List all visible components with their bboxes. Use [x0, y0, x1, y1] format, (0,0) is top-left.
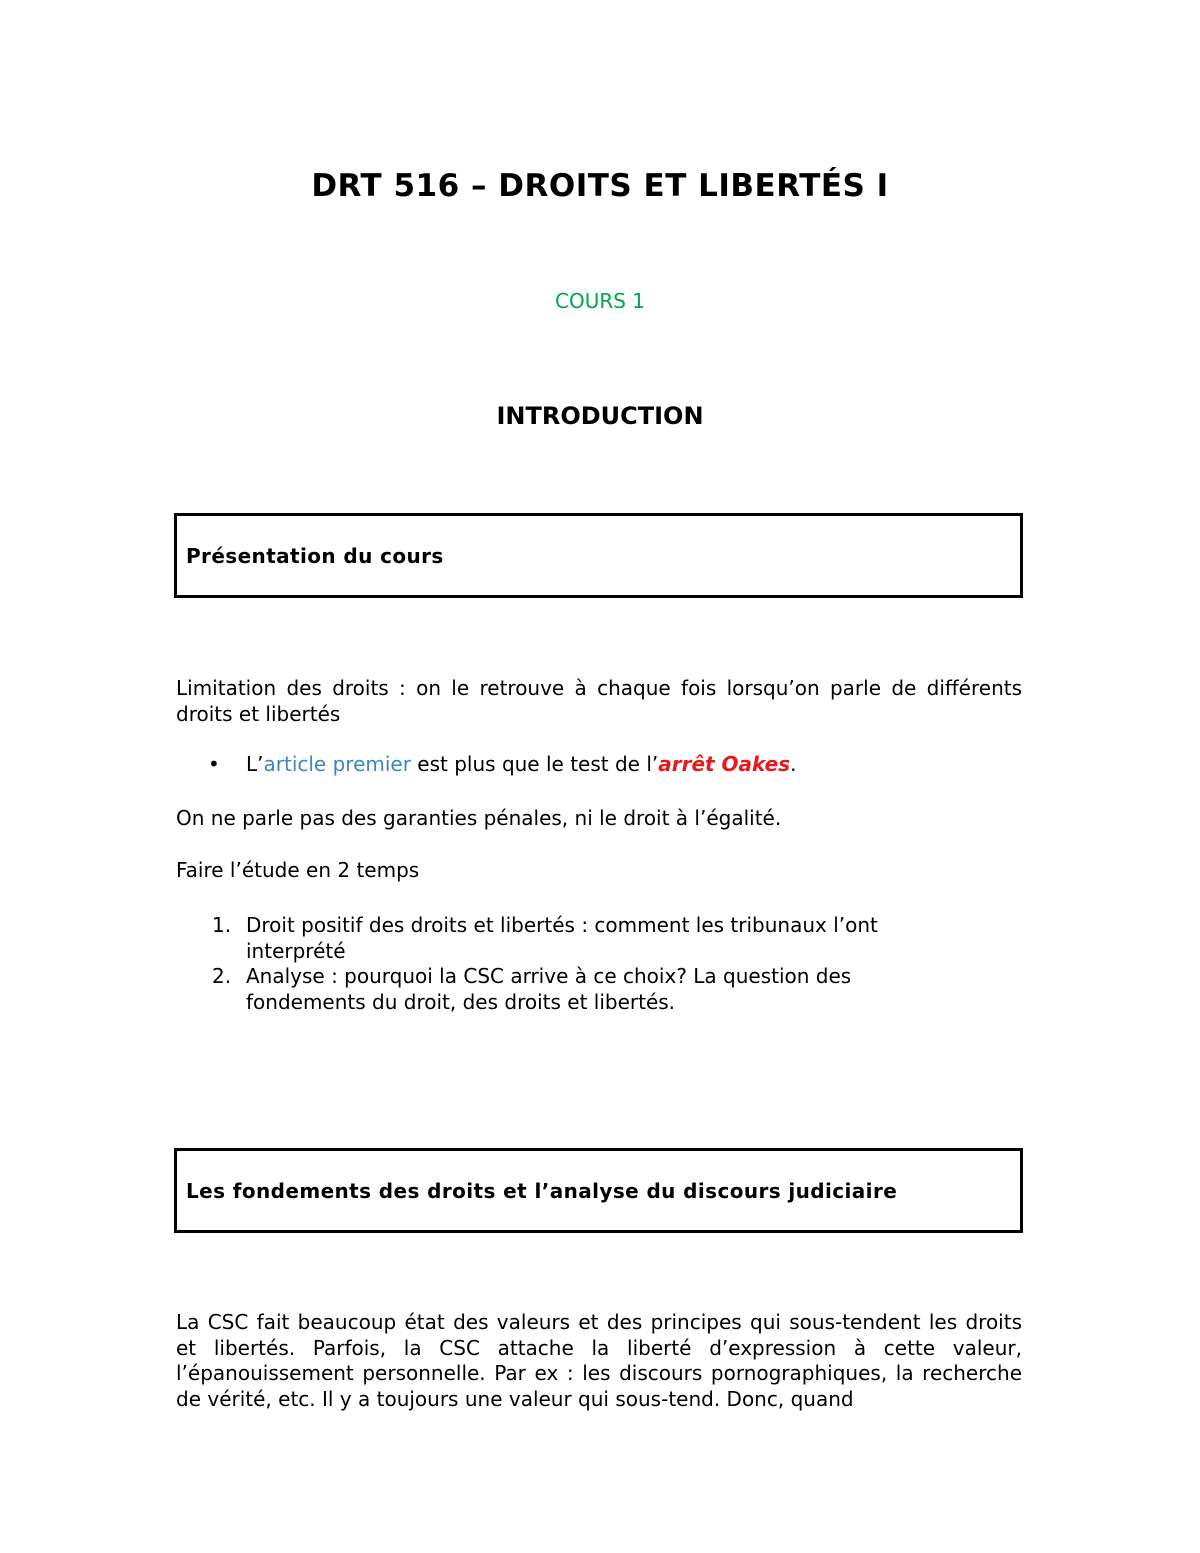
section-heading: INTRODUCTION [496, 402, 704, 430]
paragraph-limitation: Limitation des droits : on le retrouve à chaque fois lorsqu’on parle de différents droits et libertés [176, 676, 1022, 726]
list-item [176, 913, 976, 964]
bullet-prefix: L’ [246, 752, 264, 776]
paragraph-etude: Faire l’étude en 2 temps [176, 858, 420, 882]
numbered-list [176, 913, 976, 1015]
bullet-icon: • [208, 752, 220, 776]
section-box-title: Présentation du cours [186, 544, 444, 568]
paragraph-garanties: On ne parle pas des garanties pénales, ni le droit à l’égalité. [176, 806, 782, 830]
section-box-presentation [174, 513, 1023, 598]
document-title: DRT 516 – DROITS ET LIBERTÉS I [311, 168, 889, 204]
list-number: 2. [212, 964, 232, 988]
bullet-suffix: . [790, 752, 797, 776]
arret-oakes-emphasis: arrêt Oakes [658, 752, 791, 776]
bullet-text [246, 752, 796, 778]
list-item-text: Analyse : pourquoi la CSC arrive à ce choix? La question des fondements du droit, des droits et libertés. [246, 964, 852, 1014]
bullet-middle: est plus que le test de l’ [410, 752, 659, 776]
list-item-text: Droit positif des droits et libertés : comment les tribunaux l’ont interprété [246, 913, 878, 963]
article-premier-link[interactable]: article premier [263, 752, 411, 776]
list-item [176, 964, 976, 1015]
course-number: COURS 1 [554, 289, 646, 313]
list-number: 1. [212, 913, 232, 937]
section-box-title: Les fondements des droits et l’analyse du discours judiciaire [186, 1179, 898, 1203]
section-box-fondements [174, 1148, 1023, 1233]
paragraph-csc: La CSC fait beaucoup état des valeurs et des principes qui sous-tendent les droits et libertés. Parfois, la CSC attache la liberté d’expression à cette valeur, l’épanouissement personnelle. Par ex : les discours pornographiques, la recherche de vérité, etc. Il y a toujours une valeur qui sous-tend. Donc, quand [176, 1310, 1022, 1411]
